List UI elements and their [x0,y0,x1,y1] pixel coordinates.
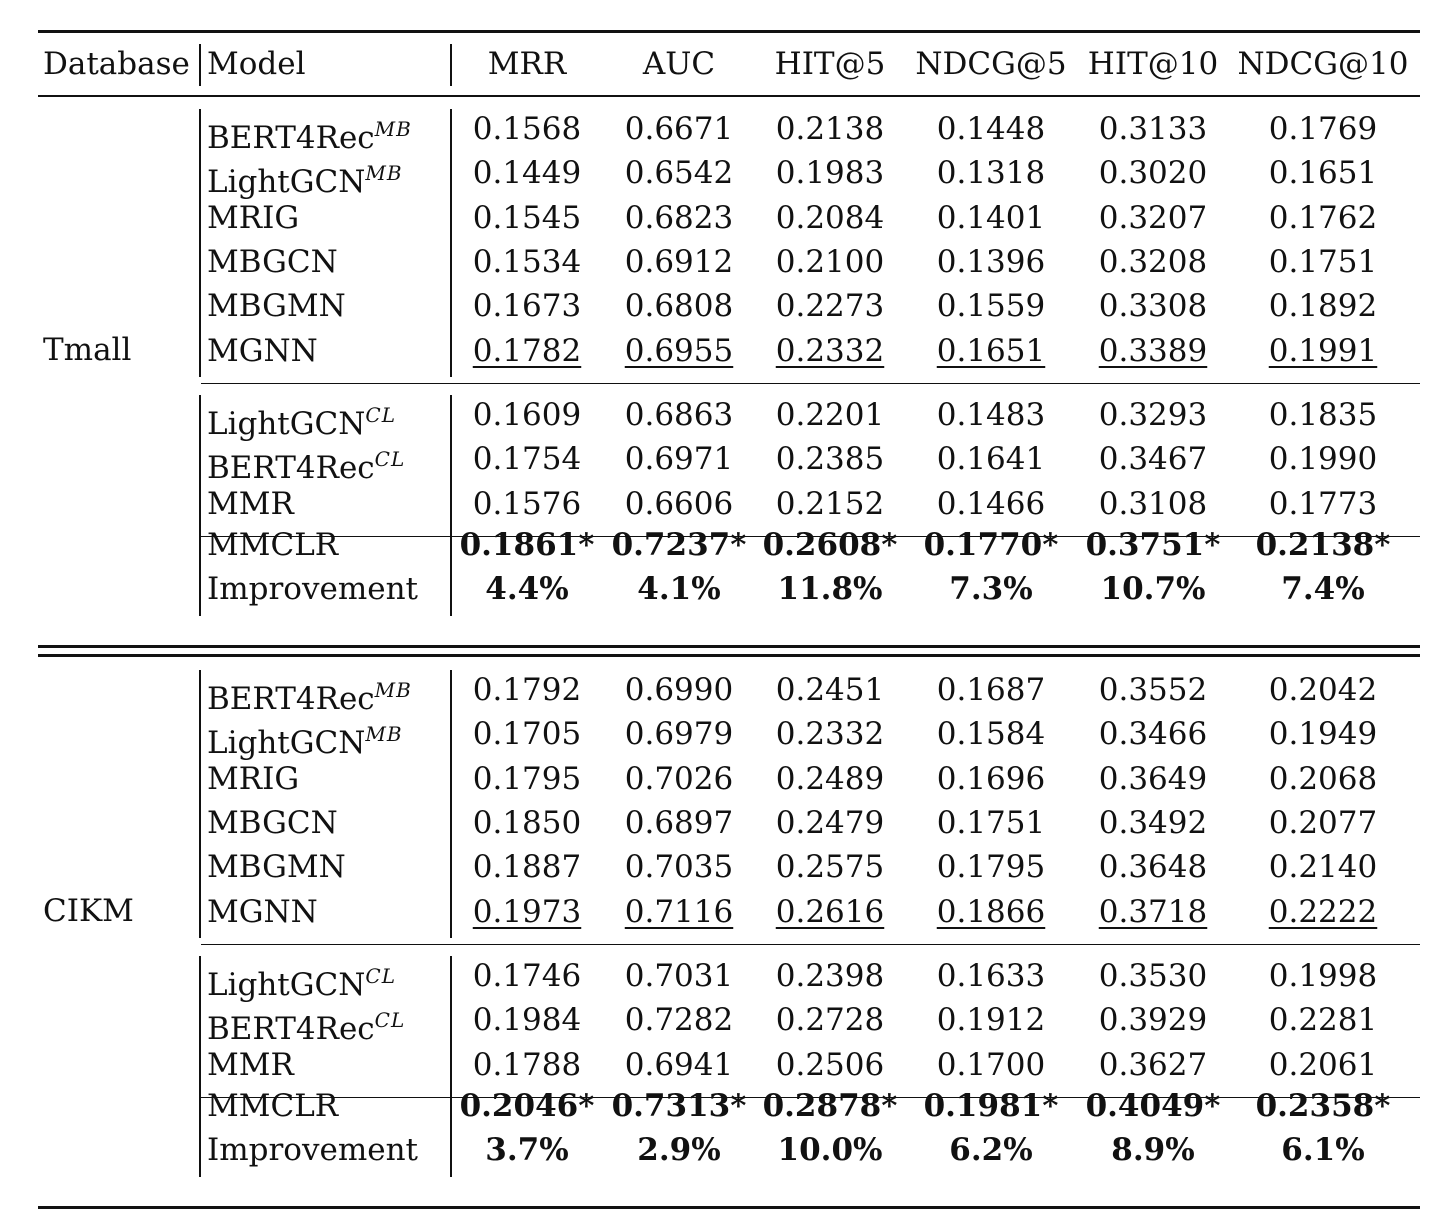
header-model: Model [207,46,306,82]
metric-value: 0.2332 [775,332,885,369]
metric-value: 0.1773 [1268,485,1378,522]
metric-value: 0.1983 [775,155,885,192]
metric-value: 10.0% [777,1132,883,1169]
metric-value: 0.1795 [936,849,1046,886]
metric-value: 0.1892 [1268,288,1378,325]
metric-value: 0.3207 [1098,199,1208,236]
metric-value: 6.2% [949,1132,1033,1169]
group-separator-rule [201,944,1420,946]
metric-value: 0.2042 [1268,672,1378,708]
metric-value: 0.1396 [936,243,1046,280]
header-rule [38,95,1420,97]
metric-value: 0.6941 [624,1046,734,1083]
model-name-text: LightGCN [207,164,366,201]
metric-value: 0.7026 [624,760,734,797]
metric-value: 0.2152 [775,485,885,522]
model-column-right-rule [450,395,452,530]
metric-value: 0.2201 [775,397,885,433]
bottom-rule [38,1206,1420,1209]
metric-value: 0.2398 [775,958,885,994]
model-superscript: MB [374,678,412,702]
model-column-right-rule [450,670,452,938]
metric-value: 0.1770* [923,527,1059,563]
header-separator-right [450,44,452,86]
metric-value: 0.1746 [472,958,582,994]
model-column-right-rule [450,956,452,1091]
metric-value: 0.6606 [624,485,734,522]
metric-value: 0.2728 [775,1002,885,1039]
metric-value: 0.2281 [1268,1002,1378,1039]
metric-value: 0.1866 [936,893,1046,930]
metric-value: 0.6990 [624,672,734,708]
metric-value: 8.9% [1111,1132,1195,1169]
metric-value: 0.2479 [775,804,885,841]
top-rule [38,30,1420,33]
model-name [207,397,396,442]
metric-value: 0.1700 [936,1046,1046,1083]
metric-value: 0.3929 [1098,1002,1208,1039]
header-database: Database [43,46,190,82]
metric-value: 0.1641 [936,441,1046,478]
metric-value: 0.1998 [1268,958,1378,994]
metric-value: 0.1792 [472,672,582,708]
model-name-text: BERT4Rec [207,681,375,717]
metric-value: 0.1448 [936,111,1046,147]
metric-value: 0.1973 [472,893,582,930]
metric-value: 0.1754 [472,441,582,478]
model-column-left-rule [199,109,201,377]
model-name-text: LightGCN [207,967,366,1003]
metric-value: 0.2140 [1268,849,1378,886]
model-column-left-rule [199,670,201,938]
metric-value: 0.6823 [624,199,734,236]
metric-value: 0.6671 [624,111,734,147]
metric-value: 0.1788 [472,1046,582,1083]
metric-value: 4.4% [485,571,569,608]
metric-value: 0.2046* [459,1088,595,1124]
model-name-text: MBGMN [207,849,346,886]
metric-value: 0.1762 [1268,199,1378,236]
model-name [207,1002,405,1047]
model-name-text: Improvement [207,571,418,608]
metric-value: 0.1984 [472,1002,582,1039]
dataset-label: Tmall [43,332,132,368]
metric-value: 0.1990 [1268,441,1378,478]
model-name [207,894,318,930]
metric-value: 0.3467 [1098,441,1208,478]
model-superscript: MB [365,722,403,747]
metric-value: 0.2575 [775,849,885,886]
model-name-text: BERT4Rec [207,1011,375,1048]
metric-value: 0.6542 [624,155,734,192]
metric-value: 0.1651 [1268,155,1378,192]
model-name [207,571,418,607]
model-superscript: CL [365,403,396,427]
model-name [207,958,396,1003]
header-metric: AUC [642,46,716,82]
metric-value: 0.1991 [1268,332,1378,369]
model-name [207,288,346,324]
metric-value: 0.4049* [1085,1088,1221,1124]
metric-value: 0.2489 [775,760,885,797]
model-name-text: MMCLR [207,1088,339,1124]
metric-value: 0.6863 [624,397,734,433]
metric-value: 0.7031 [624,958,734,994]
metric-value: 0.2385 [775,441,885,478]
model-superscript: CL [374,447,406,472]
header-metric: HIT@10 [1087,46,1219,82]
metric-value: 0.3466 [1098,716,1208,753]
metric-value: 0.1673 [472,288,582,325]
metric-value: 0.1466 [936,485,1046,522]
model-name-text: BERT4Rec [207,450,375,487]
model-name [207,155,403,200]
metric-value: 0.1633 [936,958,1046,994]
metric-value: 0.1705 [472,716,582,753]
metric-value: 7.3% [949,571,1033,608]
model-name [207,716,403,761]
model-name-text: MRIG [207,760,300,797]
metric-value: 0.1534 [472,243,582,280]
metric-value: 0.6979 [624,716,734,753]
metric-value: 0.2084 [775,199,885,236]
metric-value: 0.3492 [1098,804,1208,841]
metric-value: 0.3308 [1098,288,1208,325]
model-name [207,200,299,236]
metric-value: 0.1887 [472,849,582,886]
metric-value: 0.6897 [624,804,734,841]
group-separator-rule [201,383,1420,385]
model-name-text: MGNN [207,332,318,369]
metric-value: 0.7313* [611,1088,747,1124]
model-name [207,244,338,280]
metric-value: 0.1912 [936,1002,1046,1039]
metric-value: 0.1835 [1268,397,1378,433]
metric-value: 0.3627 [1098,1046,1208,1083]
metric-value: 0.1401 [936,199,1046,236]
metric-value: 2.9% [637,1132,721,1169]
metric-value: 0.2273 [775,288,885,325]
metric-value: 0.1568 [472,111,582,147]
metric-value: 0.1576 [472,485,582,522]
model-name-text: MMR [207,1046,294,1083]
metric-value: 0.3108 [1098,485,1208,522]
metric-value: 0.3530 [1098,958,1208,994]
model-name [207,486,294,522]
metric-value: 0.1782 [472,332,582,369]
header-metric: MRR [487,46,567,82]
metric-value: 0.3648 [1098,849,1208,886]
metric-value: 0.1981* [923,1088,1059,1124]
metric-value: 0.1795 [472,760,582,797]
model-column-left-rule [199,525,201,616]
metric-value: 0.1751 [936,804,1046,841]
model-name-text: MMCLR [207,527,339,563]
metric-value: 0.1751 [1268,243,1378,280]
metric-value: 0.3751* [1085,527,1221,563]
dataset-separator-rule-bottom [38,654,1420,657]
model-name-text: MRIG [207,199,300,236]
metric-value: 11.8% [777,571,883,608]
metric-value: 0.1850 [472,804,582,841]
metric-value: 0.6971 [624,441,734,478]
model-name [207,441,405,486]
metric-value: 6.1% [1281,1132,1365,1169]
metric-value: 10.7% [1100,571,1206,608]
metric-value: 0.2068 [1268,760,1378,797]
metric-value: 0.3293 [1098,397,1208,433]
metric-value: 0.1318 [936,155,1046,192]
metric-value: 0.7035 [624,849,734,886]
metric-value: 0.1696 [936,760,1046,797]
metric-value: 0.7116 [624,893,734,930]
metric-value: 0.1449 [472,155,582,192]
model-column-left-rule [199,1086,201,1177]
model-name-text: MBGCN [207,804,338,841]
model-name [207,1088,338,1124]
model-name [207,849,346,885]
metric-value: 0.1651 [936,332,1046,369]
metric-value: 0.3208 [1098,243,1208,280]
metric-value: 0.7237* [611,527,747,563]
model-superscript: MB [365,161,403,186]
metric-value: 0.2100 [775,243,885,280]
model-name-text: MBGMN [207,288,346,325]
metric-value: 0.1483 [936,397,1046,433]
model-name [207,527,338,563]
model-superscript: CL [374,1008,406,1033]
metric-value: 0.1609 [472,397,582,433]
model-superscript: CL [365,964,396,988]
metric-value: 0.2138 [775,111,885,147]
metric-value: 7.4% [1281,571,1365,608]
metric-value: 0.2608* [762,527,898,563]
metric-value: 0.2616 [775,893,885,930]
metric-value: 0.2878* [762,1088,898,1124]
model-column-right-rule [450,525,452,616]
metric-value: 0.2138* [1255,527,1391,563]
model-name [207,672,412,717]
model-name-text: MBGCN [207,243,338,280]
model-name [207,333,318,369]
metric-value: 0.1949 [1268,716,1378,753]
model-name [207,1132,418,1168]
metric-value: 0.3133 [1098,111,1208,147]
metric-value: 0.6955 [624,332,734,369]
metric-value: 0.3649 [1098,760,1208,797]
model-name-text: BERT4Rec [207,120,375,156]
metric-value: 0.2451 [775,672,885,708]
metric-value: 0.3552 [1098,672,1208,708]
metric-value: 0.2222 [1268,893,1378,930]
model-name-text: Improvement [207,1132,418,1169]
metric-value: 0.1584 [936,716,1046,753]
metric-value: 3.7% [485,1132,569,1169]
metric-value: 0.3020 [1098,155,1208,192]
model-name-text: LightGCN [207,406,366,442]
header-metric: NDCG@5 [915,46,1067,82]
model-name [207,1047,294,1083]
model-column-right-rule [450,1086,452,1177]
metric-value: 0.6808 [624,288,734,325]
metric-value: 4.1% [637,571,721,608]
model-superscript: MB [374,117,412,141]
metric-value: 0.3389 [1098,332,1208,369]
header-metric: HIT@5 [774,46,886,82]
model-name-text: MGNN [207,893,318,930]
metric-value: 0.1861* [459,527,595,563]
model-name [207,111,412,156]
model-name-text: LightGCN [207,725,366,762]
metric-value: 0.1687 [936,672,1046,708]
header-separator-left [199,44,201,86]
dataset-label: CIKM [43,893,134,929]
metric-value: 0.2061 [1268,1046,1378,1083]
metric-value: 0.1769 [1268,111,1378,147]
metric-value: 0.1545 [472,199,582,236]
metric-value: 0.2358* [1255,1088,1391,1124]
metric-value: 0.7282 [624,1002,734,1039]
model-name [207,805,338,841]
metric-value: 0.2506 [775,1046,885,1083]
model-name-text: MMR [207,485,294,522]
header-metric: NDCG@10 [1237,46,1409,82]
model-column-right-rule [450,109,452,377]
metric-value: 0.2332 [775,716,885,753]
model-column-left-rule [199,956,201,1091]
model-column-left-rule [199,395,201,530]
metric-value: 0.6912 [624,243,734,280]
metric-value: 0.3718 [1098,893,1208,930]
metric-value: 0.1559 [936,288,1046,325]
metric-value: 0.2077 [1268,804,1378,841]
model-name [207,761,299,797]
dataset-separator-rule-top [38,645,1420,648]
